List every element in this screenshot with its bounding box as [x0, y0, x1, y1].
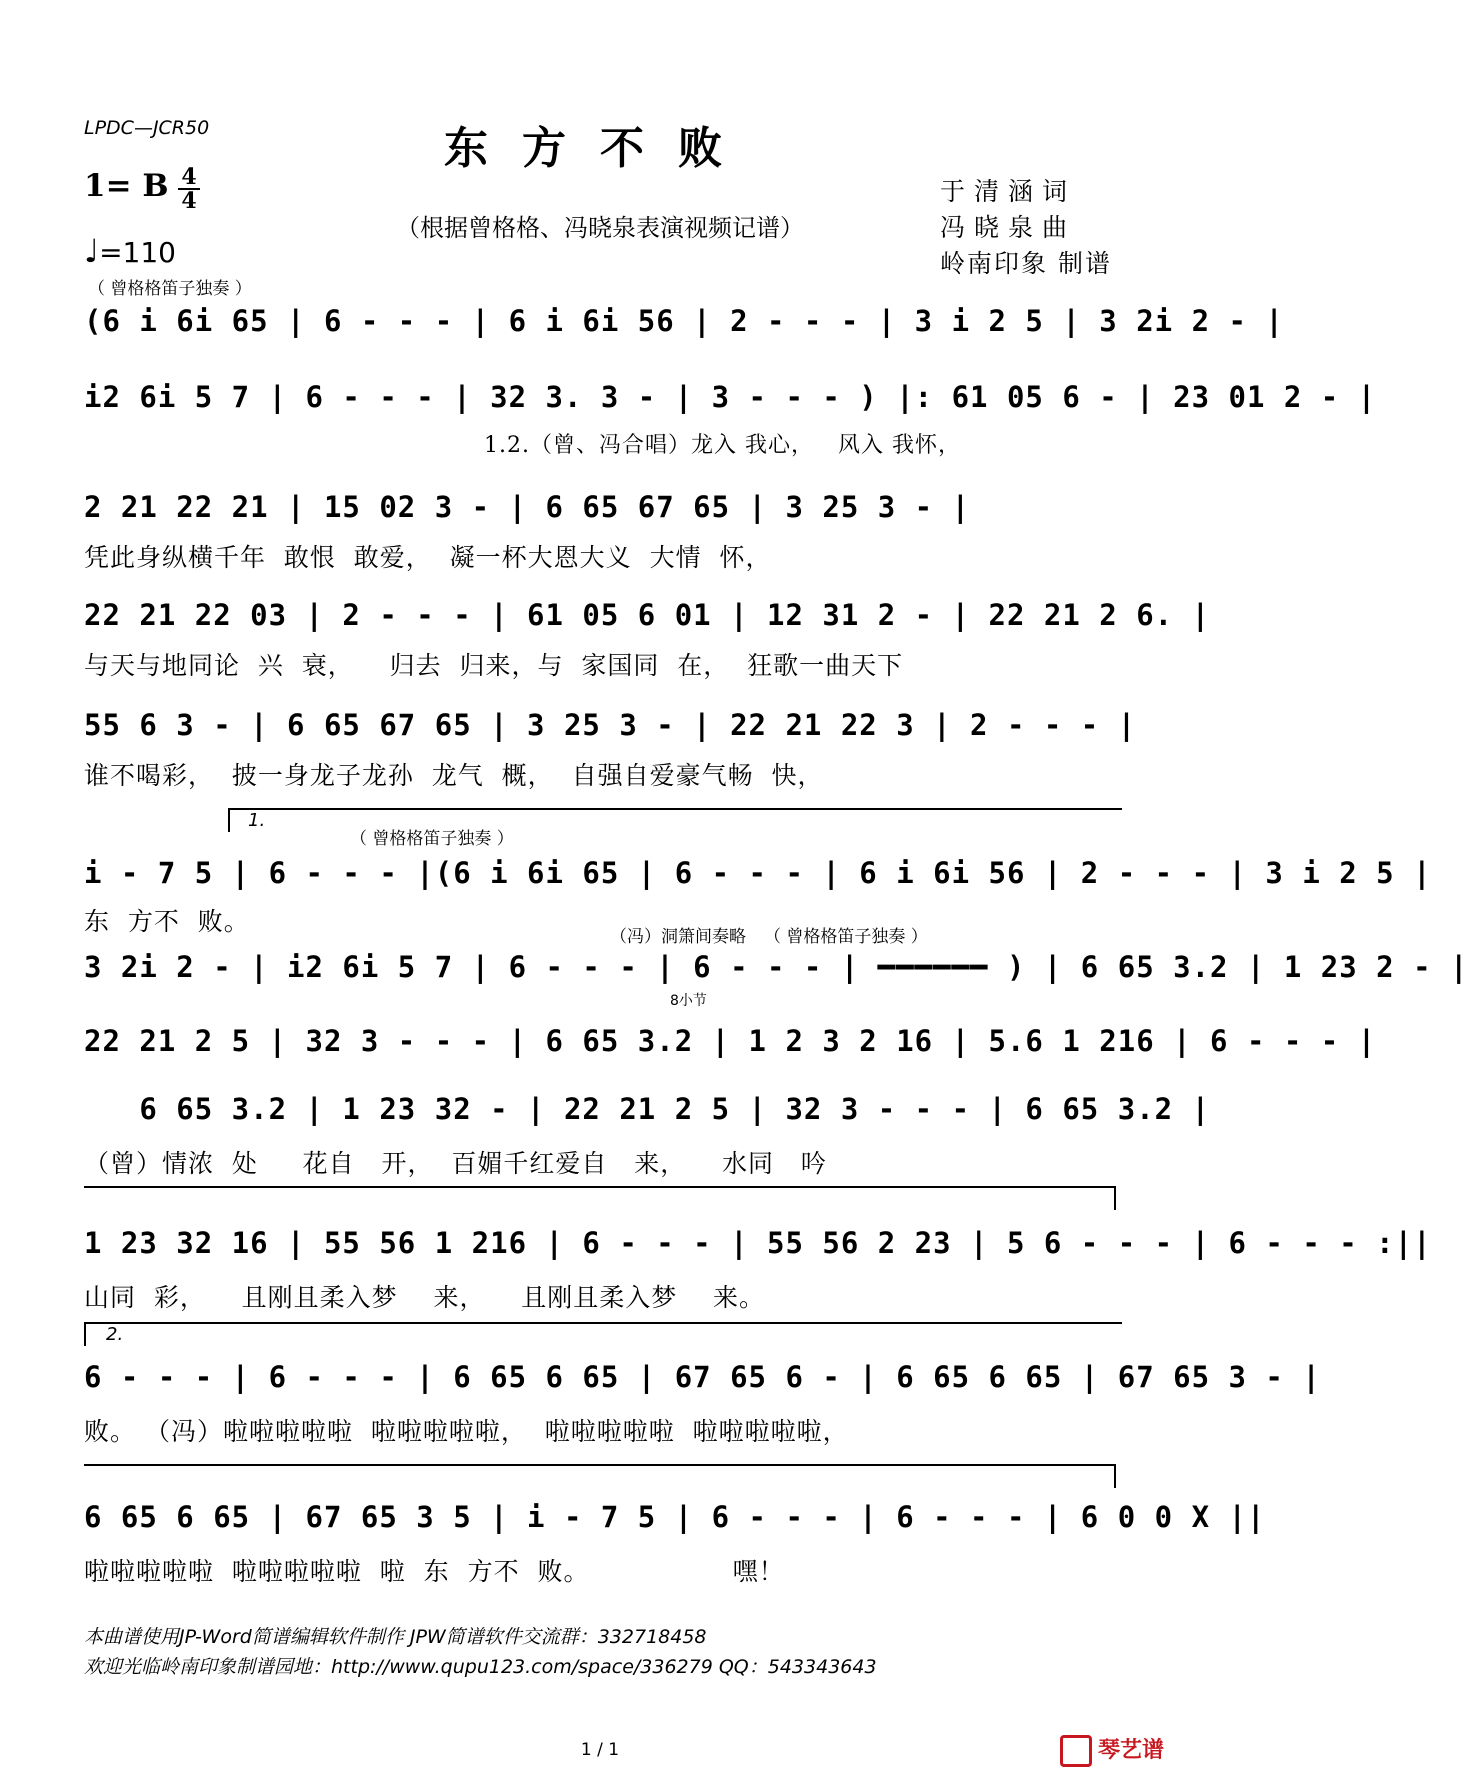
stave-lyrics: 1.2.（曾、冯合唱）龙入 我心， 风入 我怀，: [484, 433, 961, 458]
volta-number: 1.: [248, 810, 266, 831]
stave-notes: 22 21 22 03 | 2 - - - | 61 05 6 01 | 12 31 2 - | 22 21 2 6. |: [84, 598, 1211, 632]
tempo-value: =110: [99, 236, 176, 269]
stave-lyrics: 谁不喝彩， 披一身龙子龙孙 龙气 概， 自强自爱豪气畅 快，: [84, 761, 824, 790]
song-title: 东方不败: [444, 123, 756, 174]
composer-credit: 冯晓泉曲: [940, 213, 1077, 242]
stave-annotation: （ 曾格格笛子独奏 ）: [350, 829, 514, 849]
time-signature-top: 4: [181, 164, 197, 190]
site-logo: [1060, 1733, 1164, 1767]
stave-notes: i - 7 5 | 6 - - - |(6 i 6i 65 | 6 - - - | 6 i 6i 56 | 2 - - - | 3 i 2 5 |: [84, 856, 1432, 890]
stave-lyrics: 与天与地同论 兴 衰， 归去 归来，与 家国同 在， 狂歌一曲天下: [84, 651, 904, 680]
footer-line-1: 本曲谱使用JP-Word简谱编辑软件制作 JPW简谱软件交流群：332718458: [84, 1626, 707, 1648]
score-code: LPDC—JCR50: [84, 117, 210, 139]
stave-notes: (6 i 6i 65 | 6 - - - | 6 i 6i 56 | 2 - - - | 3 i 2 5 | 3 2i 2 - |: [84, 304, 1284, 338]
stave-lyrics: （曾）情浓 处 花自 开， 百媚千红爱自 来， 水同 吟: [84, 1149, 827, 1178]
stave-notes: 6 65 3.2 | 1 23 32 - | 22 21 2 5 | 32 3 - - - | 6 65 3.2 |: [84, 1092, 1211, 1126]
lyricist-credit: 于清涵词: [940, 177, 1077, 206]
quarter-note-icon: ♩: [84, 232, 100, 270]
stave-lyrics: 东 方不 败。: [84, 907, 250, 936]
stave-annotation-2: （ 曾格格笛子独奏 ）: [764, 927, 928, 947]
stave-notes: 1 23 32 16 | 55 56 1 216 | 6 - - - | 55 56 2 23 | 5 6 - - - | 6 - - - :||: [84, 1226, 1432, 1260]
stave-notes: 3 2i 2 - | i2 6i 5 7 | 6 - - - | 6 - - - | ━━━━━━ ) | 6 65 3.2 | 1 23 2 - |: [84, 950, 1468, 984]
subtitle: （根据曾格格、冯晓泉表演视频记谱）: [396, 214, 804, 242]
time-signature: [178, 166, 200, 212]
key-signature: 1= B: [84, 168, 169, 204]
volta-number: 2.: [106, 1324, 124, 1345]
stave-notes: 6 - - - | 6 - - - | 6 65 6 65 | 67 65 6 - | 6 65 6 65 | 67 65 3 - |: [84, 1360, 1321, 1394]
stave-lyrics: 败。 （冯）啦啦啦啦啦 啦啦啦啦啦， 啦啦啦啦啦 啦啦啦啦啦，: [84, 1417, 849, 1446]
stave-notes: 2 21 22 21 | 15 02 3 - | 6 65 67 65 | 3 25 3 - |: [84, 490, 971, 524]
stave-notes: 55 6 3 - | 6 65 67 65 | 3 25 3 - | 22 21 22 3 | 2 - - - |: [84, 708, 1137, 742]
stave-notes: i2 6i 5 7 | 6 - - - | 32 3. 3 - | 3 - - - ) |: 61 05 6 - | 23 01 2 - |: [84, 380, 1377, 414]
stave-lyrics: 凭此身纵横千年 敢恨 敢爱， 凝一杯大恩大义 大情 怀，: [84, 543, 772, 572]
page-number: 1 / 1: [580, 1740, 620, 1760]
stave-annotation: （ 曾格格笛子独奏 ）: [88, 279, 252, 299]
stave-notes: 22 21 2 5 | 32 3 - - - | 6 65 3.2 | 1 2 3 2 16 | 5.6 1 216 | 6 - - - |: [84, 1024, 1377, 1058]
stave-lyrics: 啦啦啦啦啦 啦啦啦啦啦 啦 东 方不 败。 嘿！: [84, 1557, 785, 1586]
ending-bracket: [84, 1464, 1116, 1488]
repeat-bracket: [84, 1186, 1116, 1210]
logo-icon: [1060, 1735, 1092, 1767]
stave-annotation: （冯）洞箫间奏略: [610, 927, 746, 947]
logo-text: 琴艺谱: [1098, 1738, 1165, 1763]
footer-line-2: 欢迎光临岭南印象制谱园地：http://www.qupu123.com/space/336279 QQ：543343643: [84, 1656, 877, 1678]
arranger-credit: 岭南印象 制谱: [940, 249, 1112, 278]
stave-lyrics: 山同 彩， 且刚且柔入梦 来， 且刚且柔入梦 来。: [84, 1283, 766, 1312]
volta-bracket-2: [84, 1322, 1122, 1346]
stave-notes: 6 65 6 65 | 67 65 3 5 | i - 7 5 | 6 - - - | 6 - - - | 6 0 0 X ||: [84, 1500, 1266, 1534]
time-signature-bottom: 4: [178, 188, 200, 212]
rest-bar-label: 8小节: [670, 993, 707, 1009]
